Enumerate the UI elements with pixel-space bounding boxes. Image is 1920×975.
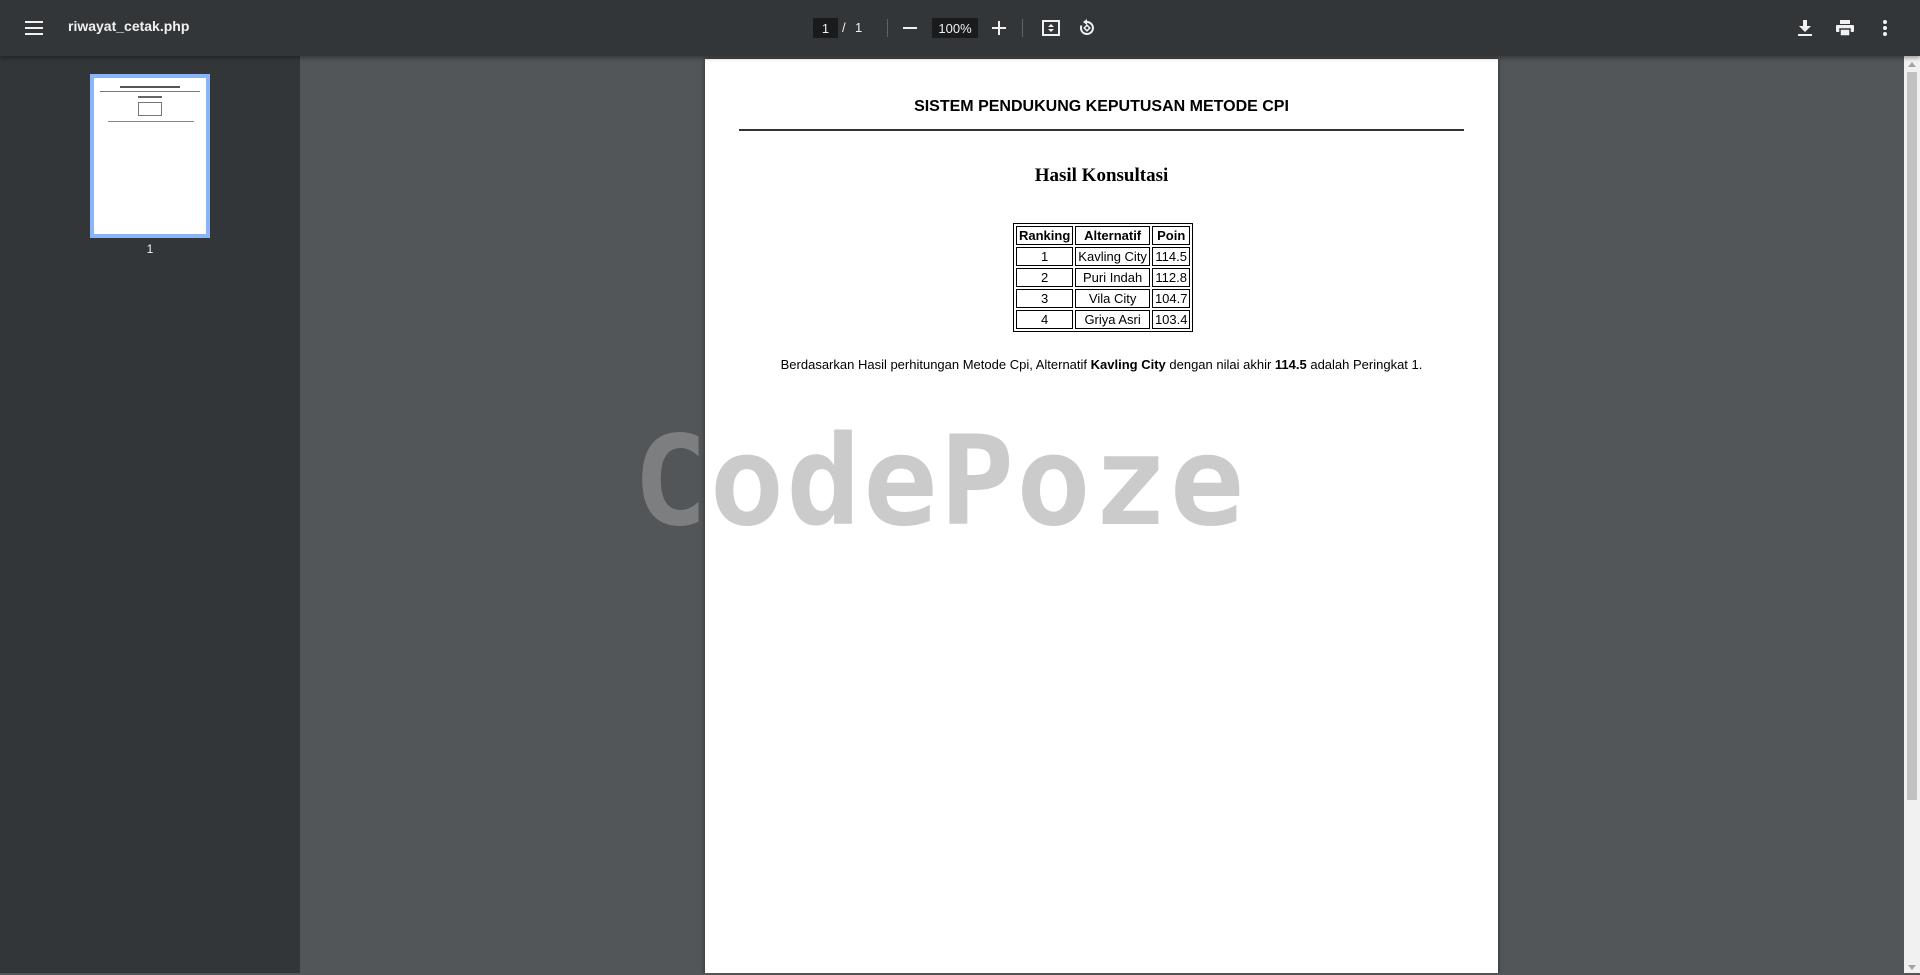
page-thumbnail[interactable] bbox=[90, 74, 210, 238]
scrollbar-thumb[interactable] bbox=[1907, 72, 1917, 800]
column-header-alternatif: Alternatif bbox=[1075, 226, 1150, 245]
table-row bbox=[1016, 289, 1190, 308]
conclusion-middle: dengan nilai akhir bbox=[1165, 357, 1275, 372]
scroll-down-button[interactable] bbox=[1904, 959, 1920, 973]
toolbar-divider bbox=[887, 19, 888, 37]
download-icon bbox=[1798, 20, 1812, 36]
fit-page-icon bbox=[1042, 20, 1060, 36]
ranking-table bbox=[1013, 223, 1193, 332]
hamburger-icon bbox=[25, 21, 43, 35]
thumbnail-preview-table bbox=[138, 102, 162, 116]
table-row bbox=[1016, 310, 1190, 329]
cell-poin: 114.5 bbox=[1152, 247, 1191, 266]
pdf-toolbar bbox=[0, 0, 1920, 56]
scroll-up-button[interactable] bbox=[1904, 56, 1920, 70]
file-title: riwayat_cetak.php bbox=[68, 18, 190, 34]
arrow-down-icon bbox=[1908, 957, 1916, 975]
cell-ranking: 2 bbox=[1016, 268, 1073, 287]
more-options-button[interactable] bbox=[1869, 12, 1901, 44]
cell-ranking: 1 bbox=[1016, 247, 1073, 266]
cell-poin: 112.8 bbox=[1152, 268, 1191, 287]
cell-poin: 104.7 bbox=[1152, 289, 1191, 308]
cell-alternatif: Vila City bbox=[1075, 289, 1150, 308]
document-title: SISTEM PENDUKUNG KEPUTUSAN METODE CPI bbox=[914, 98, 1289, 115]
conclusion-suffix: adalah Peringkat 1. bbox=[1306, 357, 1423, 372]
print-icon bbox=[1836, 20, 1854, 36]
page-separator: / bbox=[842, 20, 846, 35]
table-row bbox=[1016, 268, 1190, 287]
zoom-out-button[interactable] bbox=[894, 12, 926, 44]
rotate-button[interactable] bbox=[1071, 12, 1103, 44]
column-header-poin: Poin bbox=[1152, 226, 1191, 245]
cell-alternatif: Puri Indah bbox=[1075, 268, 1150, 287]
zoom-input[interactable] bbox=[932, 18, 978, 38]
cell-ranking: 4 bbox=[1016, 310, 1073, 329]
table-row bbox=[1016, 247, 1190, 266]
thumbnail-preview-subtitle bbox=[138, 96, 162, 98]
conclusion-alternative: Kavling City bbox=[1090, 357, 1166, 372]
column-header-ranking: Ranking bbox=[1016, 226, 1073, 245]
cell-alternatif: Griya Asri bbox=[1075, 310, 1150, 329]
cell-alternatif: Kavling City bbox=[1075, 247, 1150, 266]
print-button[interactable] bbox=[1829, 12, 1861, 44]
zoom-in-button[interactable] bbox=[983, 12, 1015, 44]
menu-button[interactable] bbox=[18, 12, 50, 44]
cell-ranking: 3 bbox=[1016, 289, 1073, 308]
cell-poin: 103.4 bbox=[1152, 310, 1191, 329]
thumbnail-preview-text bbox=[108, 121, 194, 122]
document-subtitle: Hasil Konsultasi bbox=[1034, 165, 1169, 186]
table-header-row bbox=[1016, 226, 1190, 245]
thumbnail-sidebar bbox=[0, 56, 300, 973]
toolbar-divider bbox=[1022, 19, 1023, 37]
conclusion-text bbox=[705, 357, 1498, 372]
title-divider bbox=[739, 129, 1464, 131]
thumbnail-page-label: 1 bbox=[146, 242, 154, 256]
conclusion-prefix: Berdasarkan Hasil perhitungan Metode Cpi, Alternatif bbox=[780, 357, 1091, 372]
more-vert-icon bbox=[1883, 20, 1887, 36]
conclusion-value: 114.5 bbox=[1274, 357, 1307, 372]
arrow-up-icon bbox=[1908, 54, 1916, 72]
download-button[interactable] bbox=[1789, 12, 1821, 44]
fit-page-button[interactable] bbox=[1035, 12, 1067, 44]
page-total: 1 bbox=[855, 20, 863, 35]
rotate-icon bbox=[1078, 19, 1096, 37]
plus-icon bbox=[992, 21, 1006, 35]
page-number-input[interactable] bbox=[813, 18, 838, 38]
thumbnail-preview-title bbox=[120, 86, 180, 88]
minus-icon bbox=[903, 21, 917, 35]
thumbnail-preview-rule bbox=[100, 91, 200, 92]
watermark-text: CodePoze bbox=[633, 410, 1247, 554]
vertical-scrollbar[interactable] bbox=[1904, 56, 1920, 973]
